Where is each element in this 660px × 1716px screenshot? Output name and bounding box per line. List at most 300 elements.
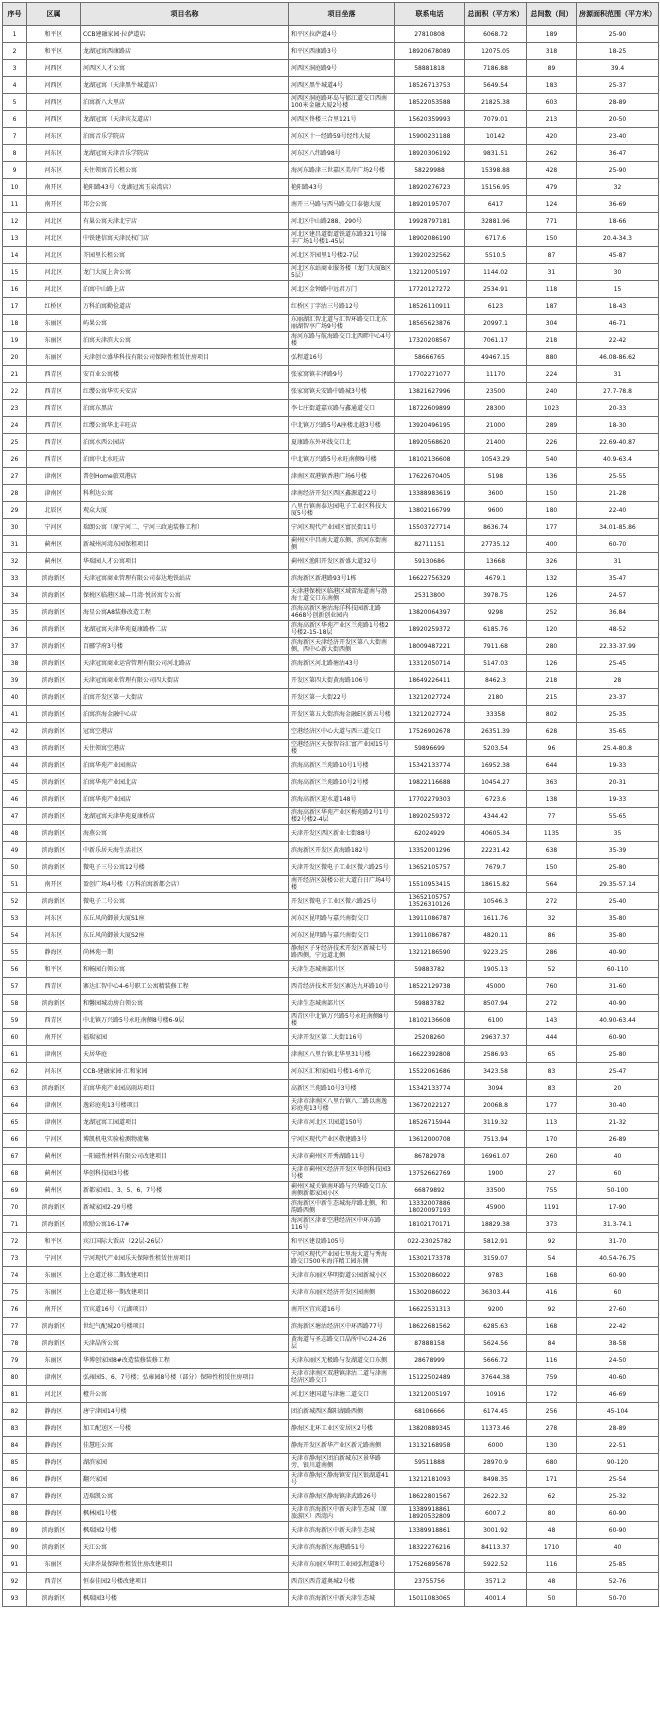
cell-col-total-area: 23500	[465, 383, 527, 400]
cell-col-index: 41	[3, 706, 27, 723]
cell-col-phone: 17702279303	[395, 791, 465, 808]
cell-col-total-area: 5666.72	[465, 1352, 527, 1369]
cell-col-phone: 13920232562	[395, 247, 465, 264]
cell-col-address: 河北区芥园里1号楼2-7层	[289, 247, 395, 264]
cell-col-phone: 18920276723	[395, 179, 465, 196]
table-row	[3, 723, 659, 740]
table-row	[3, 43, 659, 60]
cell-col-phone: 13212186590	[395, 944, 465, 961]
cell-col-area-range: 19-33	[577, 757, 659, 774]
cell-col-project-name: 枫瑞园2号楼	[81, 1522, 289, 1539]
cell-col-total-area: 7513.94	[465, 1131, 527, 1148]
cell-col-address: 津南经济开发区西区鑫源道22号	[289, 485, 395, 502]
cell-col-area-range: 60	[577, 1165, 659, 1182]
cell-col-address: 滨海高新区华苑产业区兰苑路1号楼2号楼2-15-18层	[289, 621, 395, 638]
cell-col-total-area: 10454.27	[465, 774, 527, 791]
cell-col-phone: 13672022127	[395, 1097, 465, 1114]
cell-col-total-area: 3094	[465, 1080, 527, 1097]
cell-col-district: 河西区	[27, 111, 81, 128]
cell-col-phone: 58881818	[395, 60, 465, 77]
cell-col-project-name: 保税区临港区域—月湾·悦居寓专公寓	[81, 587, 289, 604]
cell-col-room-count: 428	[527, 162, 577, 179]
table-row	[3, 247, 659, 264]
cell-col-district: 河西区	[27, 60, 81, 77]
cell-col-address: 南开经济区鼓楼公社大道白日广场4号楼	[289, 876, 395, 893]
cell-col-phone: 13652105757	[395, 859, 465, 876]
cell-col-address: 天津市滨海新区中新天津生态城（原旅游区）西湾内	[289, 1505, 395, 1522]
cell-col-project-name: 世纪气配城20号楼项目	[81, 1318, 289, 1335]
cell-col-room-count: 400	[527, 536, 577, 553]
cell-col-district: 河东区	[27, 910, 81, 927]
cell-col-room-count: 80	[527, 1505, 577, 1522]
cell-col-address: 团泊新城西区鄱阳湖路西侧	[289, 1403, 395, 1420]
table-row	[3, 417, 659, 434]
cell-col-address: 天津市津南区八里台镇八二路以南逸彩庭苑13号楼	[289, 1097, 395, 1114]
cell-col-area-range: 45-87	[577, 247, 659, 264]
cell-col-area-range: 40	[577, 1148, 659, 1165]
cell-col-project-name: 百郦学府3号楼	[81, 638, 289, 655]
cell-col-index: 27	[3, 468, 27, 485]
cell-col-area-range: 60-110	[577, 961, 659, 978]
cell-col-room-count: 32	[527, 910, 577, 927]
cell-col-address: 河东区八纬路98号	[289, 145, 395, 162]
cell-col-total-area: 5147.03	[465, 655, 527, 672]
cell-col-phone: 17526902678	[395, 723, 465, 740]
cell-col-district: 滨海新区	[27, 1216, 81, 1233]
cell-col-area-range: 50-100	[577, 1182, 659, 1199]
cell-col-phone: 59130686	[395, 553, 465, 570]
cell-col-room-count: 187	[527, 298, 577, 315]
cell-col-area-range: 25-40	[577, 893, 659, 910]
cell-col-district: 和平区	[27, 1233, 81, 1250]
cell-col-index: 47	[3, 808, 27, 825]
table-row	[3, 1301, 659, 1318]
cell-col-phone: 15522061686	[395, 1063, 465, 1080]
cell-col-address: 滨海新区塘沽经济区中环西路77号	[289, 1318, 395, 1335]
cell-col-index: 36	[3, 621, 27, 638]
cell-col-project-name: 冠寓空港店	[81, 723, 289, 740]
cell-col-phone: 18622801567	[395, 1488, 465, 1505]
cell-col-project-name: 枫林园1号楼	[81, 1505, 289, 1522]
cell-col-address: 滨海新区河北路塘沽43号	[289, 655, 395, 672]
cell-col-area-range: 60-70	[577, 536, 659, 553]
rental-housing-table	[2, 2, 659, 1607]
cell-col-area-range: 25.4-80.8	[577, 740, 659, 757]
cell-col-room-count: 124	[527, 196, 577, 213]
cell-col-room-count: 1023	[527, 400, 577, 417]
cell-col-address: 西青经济技术开发区寨达九环路10号	[289, 978, 395, 995]
table-row	[3, 1335, 659, 1352]
header-col-district: 区属	[27, 3, 81, 26]
cell-col-index: 45	[3, 774, 27, 791]
cell-col-district: 河北区	[27, 264, 81, 281]
cell-col-index: 52	[3, 893, 27, 910]
cell-col-total-area: 6417	[465, 196, 527, 213]
cell-col-area-range: 36.84	[577, 604, 659, 621]
cell-col-project-name: 枫瑞园3号楼	[81, 1590, 289, 1607]
cell-col-room-count: 272	[527, 995, 577, 1012]
cell-col-room-count: 373	[527, 1216, 577, 1233]
cell-col-project-name: 尚林苑一期	[81, 944, 289, 961]
cell-col-phone: 13388983619	[395, 485, 465, 502]
cell-col-index: 1	[3, 26, 27, 43]
cell-col-total-area: 26351.39	[465, 723, 527, 740]
cell-col-phone: 15302086022	[395, 1284, 465, 1301]
table-row	[3, 1114, 659, 1131]
cell-col-project-name: 龙湖冠寓（天津宾友道店）	[81, 111, 289, 128]
cell-col-index: 4	[3, 77, 27, 94]
cell-col-room-count: 113	[527, 1114, 577, 1131]
cell-col-phone: 13911086787	[395, 927, 465, 944]
cell-col-room-count: 116	[527, 1352, 577, 1369]
cell-col-district: 滨海新区	[27, 825, 81, 842]
cell-col-phone: 17702271077	[395, 366, 465, 383]
cell-col-index: 28	[3, 485, 27, 502]
cell-col-address: 宁河区现代产业区敬建路3号	[289, 1131, 395, 1148]
cell-col-index: 3	[3, 60, 27, 77]
cell-col-room-count: 168	[527, 1267, 577, 1284]
cell-col-index: 59	[3, 1012, 27, 1029]
cell-col-index: 50	[3, 859, 27, 876]
cell-col-room-count: 96	[527, 740, 577, 757]
cell-col-project-name: 泊寓华苑产业园高雨坊项目	[81, 1080, 289, 1097]
cell-col-area-range: 22-42	[577, 1318, 659, 1335]
table-row	[3, 859, 659, 876]
cell-col-project-name: 一阳磁性材料有限公司改建项目	[81, 1148, 289, 1165]
cell-col-project-name: 微电子三号公寓12号楼	[81, 859, 289, 876]
table-row	[3, 1097, 659, 1114]
cell-col-index: 22	[3, 383, 27, 400]
cell-col-address: 河北区建国道与津塘二道交口	[289, 1386, 395, 1403]
cell-col-phone: 59511888	[395, 1454, 465, 1471]
cell-col-room-count: 1710	[527, 1539, 577, 1556]
cell-col-total-area: 3119.32	[465, 1114, 527, 1131]
cell-col-total-area: 37644.38	[465, 1369, 527, 1386]
cell-col-project-name: 盈创广场4号楼（万科泊寓新都会店）	[81, 876, 289, 893]
cell-col-index: 57	[3, 978, 27, 995]
cell-col-district: 河北区	[27, 230, 81, 247]
cell-col-room-count: 218	[527, 332, 577, 349]
cell-col-project-name: 佳慧旺公寓	[81, 1437, 289, 1454]
cell-col-area-range: 20.4-34.3	[577, 230, 659, 247]
cell-col-total-area: 2180	[465, 689, 527, 706]
cell-col-project-name: 河西区人才公寓	[81, 60, 289, 77]
table-row	[3, 587, 659, 604]
cell-col-phone: 18102170171	[395, 1216, 465, 1233]
cell-col-phone: 18920259372	[395, 808, 465, 825]
cell-col-index: 23	[3, 400, 27, 417]
cell-col-index: 49	[3, 842, 27, 859]
cell-col-room-count: 150	[527, 859, 577, 876]
cell-col-index: 7	[3, 128, 27, 145]
cell-col-area-range: 60-90	[577, 1267, 659, 1284]
cell-col-project-name: 龙湖冠寓工园道项目	[81, 1114, 289, 1131]
cell-col-area-range: 25-55	[577, 468, 659, 485]
cell-col-district: 静海区	[27, 1437, 81, 1454]
cell-col-address: 河北区金钟路中远君万门	[289, 281, 395, 298]
cell-col-area-range: 18-25	[577, 43, 659, 60]
cell-col-index: 92	[3, 1573, 27, 1590]
cell-col-area-range: 20	[577, 1080, 659, 1097]
cell-col-district: 河北区	[27, 213, 81, 230]
cell-col-index: 16	[3, 281, 27, 298]
cell-col-total-area: 6068.72	[465, 26, 527, 43]
cell-col-address: 天津市静海区团泊新城东区景华路旁，银川道南侧	[289, 1454, 395, 1471]
header-col-index: 序号	[3, 3, 27, 26]
cell-col-address: 静海区北环工业区安居区2号楼	[289, 1420, 395, 1437]
cell-col-district: 滨海新区	[27, 621, 81, 638]
cell-col-address: 海河东路与航海路交口北西畔中心4号楼	[289, 332, 395, 349]
table-row	[3, 1573, 659, 1590]
cell-col-area-range: 20-50	[577, 111, 659, 128]
cell-col-phone: 18102136608	[395, 1012, 465, 1029]
cell-col-project-name: 泊寓中北水旺店	[81, 451, 289, 468]
cell-col-index: 66	[3, 1131, 27, 1148]
cell-col-project-name: 上仓道迁移一期改建项目	[81, 1284, 289, 1301]
table-row	[3, 1012, 659, 1029]
table-row	[3, 1437, 659, 1454]
cell-col-phone: 16622531313	[395, 1301, 465, 1318]
cell-col-address: 开发区第五大街滨海金融E区新五号楼	[289, 706, 395, 723]
cell-col-area-range: 35-80	[577, 927, 659, 944]
cell-col-area-range: 60-90	[577, 1522, 659, 1539]
table-row	[3, 1352, 659, 1369]
cell-col-total-area: 28970.9	[465, 1454, 527, 1471]
cell-col-district: 西青区	[27, 400, 81, 417]
cell-col-index: 48	[3, 825, 27, 842]
cell-col-total-area: 15398.88	[465, 162, 527, 179]
cell-col-index: 75	[3, 1284, 27, 1301]
header-col-project-name: 项目名称	[81, 3, 289, 26]
cell-col-area-range: 40	[577, 1539, 659, 1556]
cell-col-index: 26	[3, 451, 27, 468]
cell-col-phone: 18102136608	[395, 451, 465, 468]
cell-col-phone: 15342133774	[395, 1080, 465, 1097]
cell-col-room-count: 304	[527, 315, 577, 332]
cell-col-district: 西青区	[27, 451, 81, 468]
cell-col-total-area: 9223.25	[465, 944, 527, 961]
cell-col-room-count: 272	[527, 893, 577, 910]
cell-col-phone: 18920568620	[395, 434, 465, 451]
cell-col-index: 18	[3, 315, 27, 332]
table-row	[3, 1199, 659, 1216]
cell-col-total-area: 20068.8	[465, 1097, 527, 1114]
cell-col-index: 77	[3, 1318, 27, 1335]
cell-col-project-name: 泊寓音乐学院店	[81, 128, 289, 145]
cell-col-address: 河西区黑牛城道4号	[289, 77, 395, 94]
cell-col-total-area: 12075.05	[465, 43, 527, 60]
cell-col-address: 艳阳路43号	[289, 179, 395, 196]
table-row	[3, 1488, 659, 1505]
table-row	[3, 502, 659, 519]
cell-col-room-count: 318	[527, 43, 577, 60]
cell-col-index: 11	[3, 196, 27, 213]
cell-col-area-range: 20-33	[577, 400, 659, 417]
cell-col-district: 东丽区	[27, 1267, 81, 1284]
cell-col-index: 25	[3, 434, 27, 451]
cell-col-index: 76	[3, 1301, 27, 1318]
cell-col-address: 河北区建昌道街道铁道东路321号锦丰广场1号楼1-45层	[289, 230, 395, 247]
cell-col-total-area: 6723.6	[465, 791, 527, 808]
cell-col-address: 天津市滨海新区海港路51号	[289, 1539, 395, 1556]
cell-col-phone: 13389918861	[395, 1522, 465, 1539]
table-row	[3, 1080, 659, 1097]
cell-col-project-name: 迈瑞凯公寓	[81, 1488, 289, 1505]
table-row	[3, 315, 659, 332]
cell-col-area-range: 36-69	[577, 196, 659, 213]
cell-col-room-count: 150	[527, 485, 577, 502]
cell-col-phone: 25208260	[395, 1029, 465, 1046]
cell-col-project-name: 泊寓华苑产业园店	[81, 791, 289, 808]
cell-col-address: 天津市东丽区华明街道公园新城小区	[289, 1267, 395, 1284]
cell-col-project-name: 翻兴家园	[81, 1471, 289, 1488]
cell-col-room-count: 120	[527, 621, 577, 638]
cell-col-district: 宁河区	[27, 519, 81, 536]
cell-col-area-range: 24-50	[577, 1352, 659, 1369]
cell-col-district: 滨海新区	[27, 1590, 81, 1607]
cell-col-index: 44	[3, 757, 27, 774]
cell-col-project-name: 万科泊寓勤俭道店	[81, 298, 289, 315]
cell-col-index: 17	[3, 298, 27, 315]
cell-col-room-count: 65	[527, 1046, 577, 1063]
cell-col-area-range: 17-90	[577, 1199, 659, 1216]
cell-col-district: 滨海新区	[27, 995, 81, 1012]
table-row	[3, 434, 659, 451]
cell-col-total-area: 4344.42	[465, 808, 527, 825]
cell-col-project-name: 艳阳路43号（龙湖冠寓玉泉湾店）	[81, 179, 289, 196]
cell-col-index: 43	[3, 740, 27, 757]
cell-col-area-range: 18-30	[577, 417, 659, 434]
cell-col-total-area: 6717.6	[465, 230, 527, 247]
cell-col-room-count: 170	[527, 1131, 577, 1148]
cell-col-project-name: 有巢公寓天津北宁店	[81, 213, 289, 230]
cell-col-district: 西青区	[27, 366, 81, 383]
table-row	[3, 519, 659, 536]
table-row	[3, 604, 659, 621]
header-col-room-count: 总间数（间）	[527, 3, 577, 26]
cell-col-total-area: 3423.58	[465, 1063, 527, 1080]
cell-col-district: 蓟州区	[27, 553, 81, 570]
cell-col-total-area: 5624.56	[465, 1335, 527, 1352]
cell-col-room-count: 218	[527, 672, 577, 689]
cell-col-phone: 18902086190	[395, 230, 465, 247]
cell-col-room-count: 180	[527, 502, 577, 519]
cell-col-address: 滨海新区天津经济开发区第八大街南侧，西中心新大街西侧	[289, 638, 395, 655]
cell-col-project-name: 中铁建信寓天津民权门店	[81, 230, 289, 247]
cell-col-room-count: 256	[527, 1403, 577, 1420]
header-col-address: 项目坐落	[289, 3, 395, 26]
cell-col-area-range: 25-90	[577, 26, 659, 43]
table-row	[3, 1267, 659, 1284]
cell-col-project-name: 东丘风尚御景大厦S1座	[81, 910, 289, 927]
cell-col-phone: 16622756329	[395, 570, 465, 587]
cell-col-phone: 13352001296	[395, 842, 465, 859]
cell-col-index: 71	[3, 1216, 27, 1233]
table-row	[3, 1522, 659, 1539]
cell-col-total-area: 36303.44	[465, 1284, 527, 1301]
cell-col-total-area: 3571.2	[465, 1573, 527, 1590]
cell-col-index: 15	[3, 264, 27, 281]
cell-col-area-range: 25-85	[577, 1556, 659, 1573]
cell-col-index: 31	[3, 536, 27, 553]
cell-col-address: 天津东丽区无极路与发湖道交口东侧	[289, 1352, 395, 1369]
cell-col-phone: 13312050714	[395, 655, 465, 672]
cell-col-total-area: 11373.46	[465, 1420, 527, 1437]
cell-col-project-name: 泊寓东黑店	[81, 400, 289, 417]
cell-col-area-range: 35-65	[577, 723, 659, 740]
cell-col-address: 和平区西康路3号	[289, 43, 395, 60]
cell-col-room-count: 116	[527, 1556, 577, 1573]
cell-col-room-count: 171	[527, 1471, 577, 1488]
cell-col-total-area: 6000	[465, 1437, 527, 1454]
cell-col-district: 蓟州区	[27, 1182, 81, 1199]
cell-col-address: 开发区第四大街黄海路106号	[289, 672, 395, 689]
cell-col-area-range: 31-70	[577, 1233, 659, 1250]
cell-col-room-count: 638	[527, 842, 577, 859]
cell-col-district: 南开区	[27, 876, 81, 893]
cell-col-district: 河东区	[27, 1063, 81, 1080]
cell-col-phone: 18565623876	[395, 315, 465, 332]
table-row	[3, 1471, 659, 1488]
cell-col-total-area: 5922.52	[465, 1556, 527, 1573]
cell-col-address: 宁河区现代产业园七里海大道与秀海路交口500米海洋精工园东侧	[289, 1250, 395, 1267]
cell-col-project-name: 天津冠寓商业管理有限公司四大街店	[81, 672, 289, 689]
table-row	[3, 961, 659, 978]
cell-col-phone: 17720127272	[395, 281, 465, 298]
cell-col-address: 天津开发区西区新业七街88号	[289, 825, 395, 842]
cell-col-room-count: 84	[527, 1335, 577, 1352]
cell-col-address: 天津市蓟州区开秀湖路11号	[289, 1148, 395, 1165]
cell-col-area-range: 32	[577, 179, 659, 196]
cell-col-index: 60	[3, 1029, 27, 1046]
cell-col-room-count: 540	[527, 451, 577, 468]
cell-col-address: 张家窝镇丰泽路9号	[289, 366, 395, 383]
table-row	[3, 536, 659, 553]
cell-col-index: 64	[3, 1097, 27, 1114]
table-row	[3, 383, 659, 400]
cell-col-total-area: 13668	[465, 553, 527, 570]
cell-col-index: 80	[3, 1369, 27, 1386]
cell-col-phone: 19822116688	[395, 774, 465, 791]
table-row	[3, 978, 659, 995]
cell-col-address: 滨海高新区华苑产业区梅苑路2号1号楼2号楼2-4层	[289, 808, 395, 825]
cell-col-area-range: 28	[577, 672, 659, 689]
cell-col-room-count: 564	[527, 876, 577, 893]
cell-col-total-area: 5510.5	[465, 247, 527, 264]
cell-col-total-area: 2534.91	[465, 281, 527, 298]
cell-col-room-count: 628	[527, 723, 577, 740]
cell-col-phone: 13920496195	[395, 417, 465, 434]
cell-col-phone: 18920678089	[395, 43, 465, 60]
cell-col-total-area: 18615.82	[465, 876, 527, 893]
table-row	[3, 808, 659, 825]
cell-col-room-count: 150	[527, 230, 577, 247]
cell-col-index: 35	[3, 604, 27, 621]
cell-col-address: 张家窝镇天安路中路城3号楼	[289, 383, 395, 400]
cell-col-district: 滨海新区	[27, 570, 81, 587]
cell-col-district: 西青区	[27, 1573, 81, 1590]
cell-col-project-name: 天津晶所公寓	[81, 1335, 289, 1352]
cell-col-phone: 17622670405	[395, 468, 465, 485]
cell-col-index: 24	[3, 417, 27, 434]
cell-col-room-count: 83	[527, 1080, 577, 1097]
cell-col-address: 河西区佟楼三合里121号	[289, 111, 395, 128]
cell-col-total-area: 10916	[465, 1386, 527, 1403]
table-row	[3, 910, 659, 927]
cell-col-room-count: 226	[527, 434, 577, 451]
cell-col-project-name: 逸彩庭苑13号楼项目	[81, 1097, 289, 1114]
cell-col-index: 89	[3, 1522, 27, 1539]
